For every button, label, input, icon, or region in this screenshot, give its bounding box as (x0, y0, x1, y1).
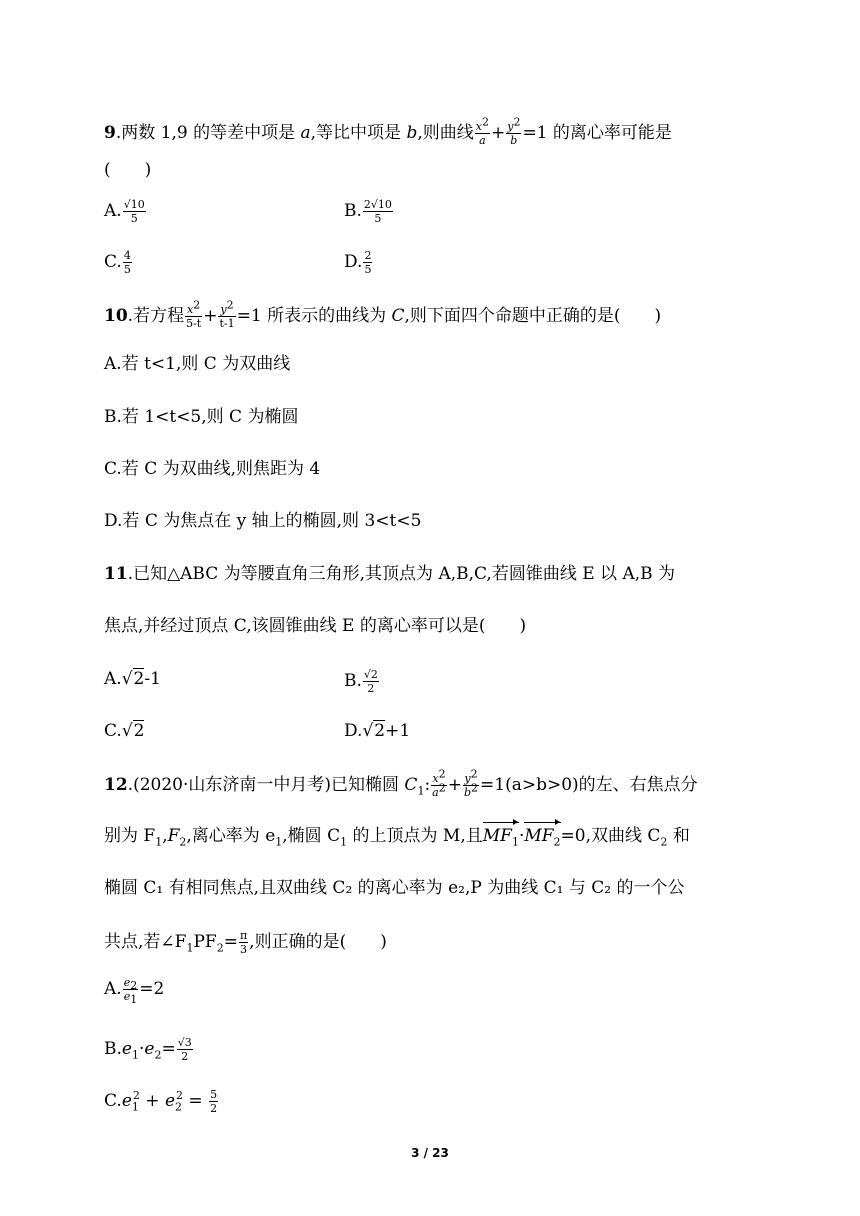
q11-options-cd (104, 720, 411, 742)
fraction-x2-a2: $\frac{x^2}{a^2}$ (432, 767, 446, 799)
q11-options-ab (104, 668, 378, 695)
q9-option-b: B. $\frac{2√10}{5}$ (344, 198, 392, 225)
q12-option-c: $C.e_1^2 + e_2^2$ = $\frac{5}{2}$ (104, 1088, 218, 1115)
q12-option-b: $B.e_1\cdot e_2=$ $\frac{√3}{2}$ (104, 1036, 192, 1063)
q9-option-a: $\frac{√10}{5}$ (123, 198, 145, 225)
fraction-y2-b: $\frac{y^2}{b}$ (507, 115, 521, 147)
q12-option-a: A. $\frac{e_2}{e_1}$ =2 (104, 976, 165, 1007)
q11-option-d: D.√2+1 (344, 721, 411, 741)
q10-stem: 10.若方程 $\frac{x^2}{5-t}$ + $\frac{y^2}{t-1}$ =1 所表示的曲线为 C,则下面四个命题中正确的是( ) (104, 298, 662, 330)
q11-stem-line2: 焦点,并经过顶点 C,该圆锥曲线 E 的离心率可以是( ) (104, 616, 527, 636)
page-number: 3 / 23 (411, 1146, 449, 1160)
fraction-y2-t-1: $\frac{y^2}{t-1}$ (219, 298, 235, 330)
q10-number: 10 (104, 306, 128, 326)
q11-option-c: C.√2 (104, 721, 145, 741)
q9-option-d: D. $\frac{2}{5}$ (344, 249, 372, 276)
q10-option-a: A.若 t<1,则 C 为双曲线 (104, 354, 291, 374)
fraction-pi-3: $\frac{\pi}{3}$ (239, 929, 248, 956)
q9-option-c: $\frac{4}{5}$ (123, 249, 131, 276)
q11-number: 11 (104, 564, 128, 584)
q11-stem-line1: 11.已知△ABC 为等腰直角三角形,其顶点为 A,B,C,若圆锥曲线 E 以 A,B 为 (104, 564, 676, 584)
fraction-x2-5-t: $\frac{x^2}{5-t}$ (186, 298, 202, 330)
fraction-y2-b2: $\frac{y^2}{b^2}$ (463, 767, 479, 799)
q9-paren: ( ) (104, 160, 152, 180)
q12-stem-line4: 共点,若$\angle F_1PF_2=$ $\frac{\pi}{3}$ ,则正确的是( ) (104, 929, 387, 956)
q9-stem: 9.两数 1,9 的等差中项是 a,等比中项是 b,则曲线 $\frac{x^2}{a}$ + $\frac{y^2}{b}$ =1 的离心率可能是 (104, 115, 672, 147)
fraction-x2-a: $\frac{x^2}{a}$ (475, 115, 489, 147)
vector-mf2: $MF_2$ (524, 826, 561, 849)
q11-option-a: A.√2-1 (104, 669, 161, 689)
q12-stem-line2: 别为 $F_1,F_2$,离心率为 $e_1$,椭圆 $C_1$ 的上顶点为 M,且$MF_1\cdot MF_2=0$,双曲线 $C_2$ 和 (104, 826, 690, 849)
q10-option-c: C.若 C 为双曲线,则焦距为 4 (104, 459, 321, 479)
q9-number: 9 (104, 123, 116, 143)
q10-option-d: D.若 C 为焦点在 y 轴上的椭圆,则 3<t<5 (104, 511, 422, 531)
q12-stem-line3: 椭圆 C₁ 有相同焦点,且双曲线 C₂ 的离心率为 e₂,P 为曲线 C₁ 与 C₂ 的一个公 (104, 878, 685, 898)
q12-stem-line1: 12.(2020·山东济南一中月考)已知椭圆 $C_1$: $\frac{x^2}{a^2}$ + $\frac{y^2}{b^2}$ =1(a>b>0)的左、右焦点分 (104, 767, 698, 799)
vector-mf1: $MF_1$ (482, 826, 519, 849)
q12-number: 12 (104, 775, 128, 795)
q9-options-ab: A. $\frac{√10}{5}$ B. $\frac{2√10}{5}$ (104, 198, 392, 225)
q9-options-cd: C. $\frac{4}{5}$ D. $\frac{2}{5}$ (104, 249, 372, 276)
q10-option-b: B.若 1<t<5,则 C 为椭圆 (104, 407, 299, 427)
q11-option-b: B. $\frac{√2}{2}$ (344, 668, 378, 695)
